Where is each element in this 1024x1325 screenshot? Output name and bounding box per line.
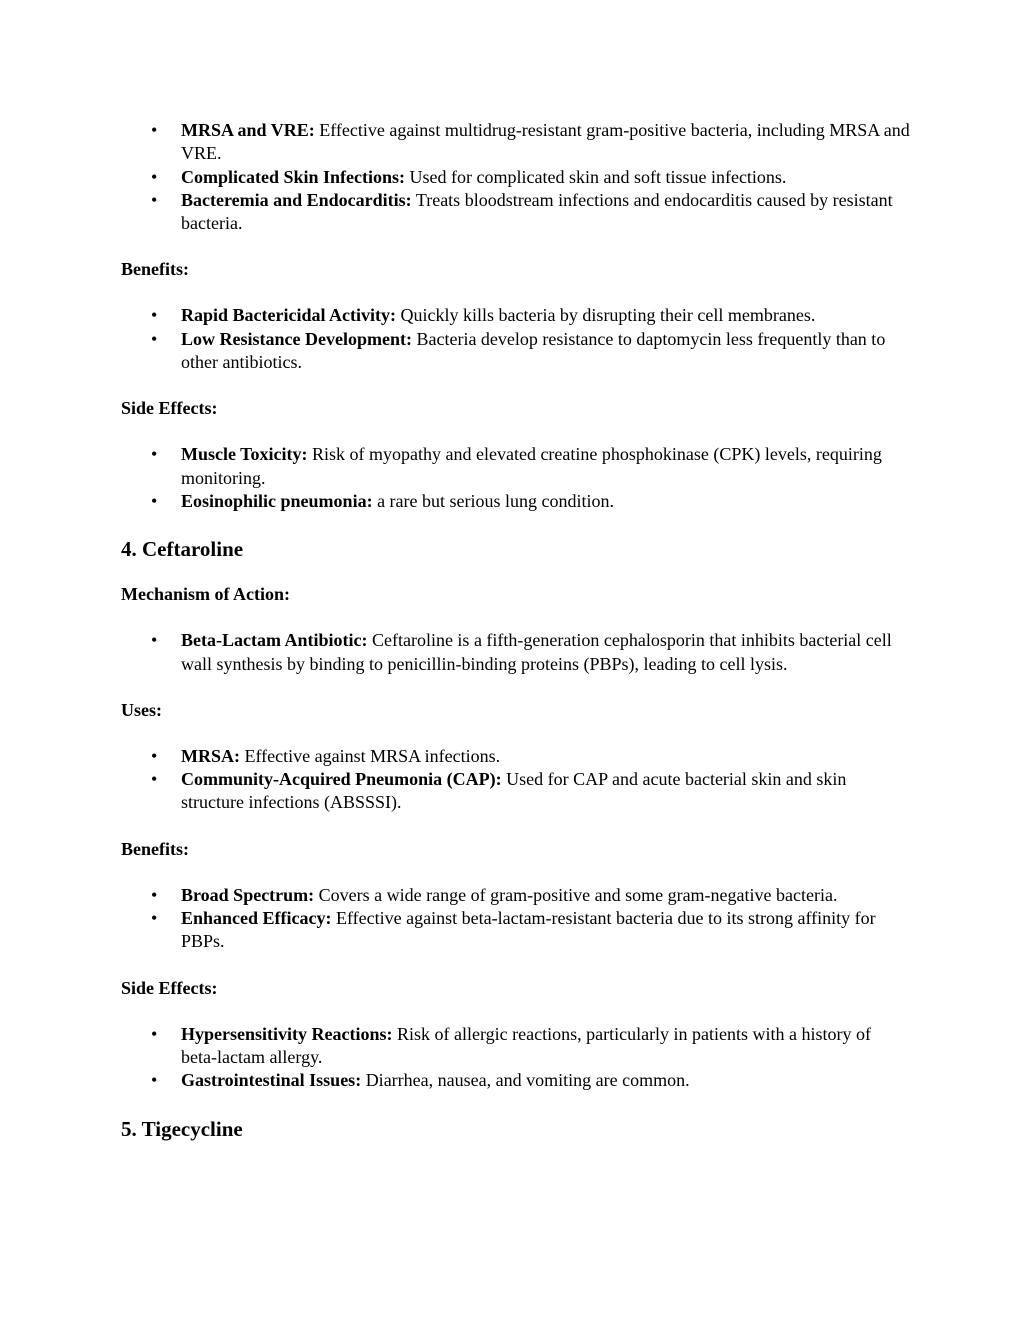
side-effects-list-prev (121, 443, 911, 513)
section-heading-ceftaroline: 4. Ceftaroline (121, 537, 244, 562)
list-item: • Bacteremia and Endocarditis: Treats bloodstream infections and endocarditis caused by resistant bacteria. (121, 189, 911, 236)
side-effects-heading: Side Effects: (121, 398, 218, 419)
list-item: • Eosinophilic pneumonia: a rare but serious lung condition. (121, 490, 911, 513)
uses-list (121, 745, 911, 815)
document-page (121, 119, 911, 1142)
side-effects-heading: Side Effects: (121, 977, 218, 998)
list-item: • Broad Spectrum: Covers a wide range of gram-positive and some gram-negative bacteria. (121, 884, 911, 907)
side-effects-list (121, 1023, 911, 1093)
list-item: • Gastrointestinal Issues: Diarrhea, nausea, and vomiting are common. (121, 1069, 911, 1092)
list-item: • Beta-Lactam Antibiotic: Ceftaroline is a fifth-generation cephalosporin that inhibits bacterial cell wall synthesis by binding to penicillin-binding proteins (PBPs), leading to cell lysis. (121, 629, 911, 676)
mechanism-list (121, 629, 911, 676)
list-item: • Rapid Bactericidal Activity: Quickly kills bacteria by disrupting their cell membranes. (121, 304, 911, 327)
benefits-list (121, 884, 911, 954)
list-item: • Muscle Toxicity: Risk of myopathy and elevated creatine phosphokinase (CPK) levels, requiring monitoring. (121, 443, 911, 490)
uses-heading: Uses: (121, 699, 162, 720)
list-item: • Community-Acquired Pneumonia (CAP): Used for CAP and acute bacterial skin and skin structure infections (ABSSSI). (121, 768, 911, 815)
list-item: • MRSA: Effective against MRSA infections. (121, 745, 911, 768)
list-item: • Hypersensitivity Reactions: Risk of allergic reactions, particularly in patients with a history of beta-lactam allergy. (121, 1023, 911, 1070)
benefits-heading: Benefits: (121, 838, 189, 859)
section-heading-tigecycline: 5. Tigecycline (121, 1116, 243, 1141)
list-item: • Enhanced Efficacy: Effective against beta-lactam-resistant bacteria due to its strong affinity for PBPs. (121, 907, 911, 954)
list-item: • MRSA and VRE: Effective against multidrug-resistant gram-positive bacteria, including MRSA and VRE. (121, 119, 911, 166)
benefits-heading: Benefits: (121, 259, 189, 280)
mechanism-heading: Mechanism of Action: (121, 584, 290, 605)
list-item: • Complicated Skin Infections: Used for complicated skin and soft tissue infections. (121, 166, 911, 189)
uses-list-prev (121, 119, 911, 235)
list-item: • Low Resistance Development: Bacteria develop resistance to daptomycin less frequently than to other antibiotics. (121, 328, 911, 375)
benefits-list-prev (121, 304, 911, 374)
